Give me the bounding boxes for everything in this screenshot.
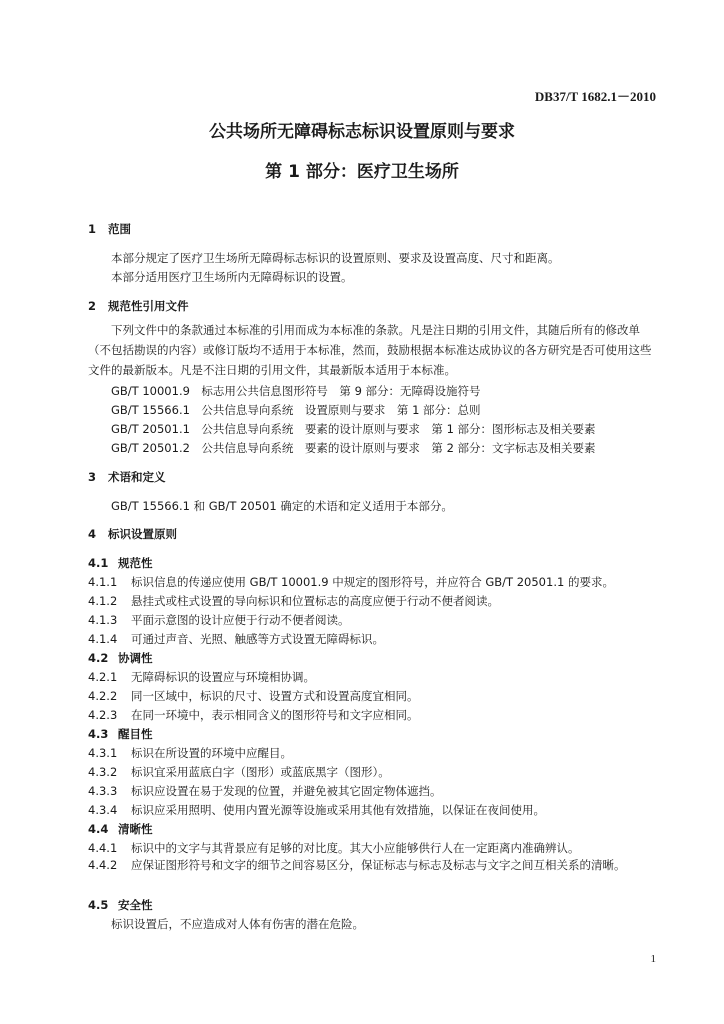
document-subtitle: 第 1 部分：医疗卫生场所: [265, 162, 459, 182]
paragraph: 下列文件中的条款通过本标准的引用而成为本标准的条款。凡是注日期的引用文件，其随后所有的修改单（不包括勘误的内容）或修订版均不适用于本标准，然而，鼓励根据本标准达成协议的各方研究是否可使用这些文件的最新版本。凡是不注日期的引用文件，其最新版本适用于本标准。: [88, 323, 652, 377]
clause-text: 应保证图形符号和文字的细节之间容易区分，保证标志与标志及标志与文字之间互相关系的清晰。: [131, 858, 626, 872]
reference-item: GB/T 20501.1 公共信息导向系统 要素的设计原则与要求 第 1 部分：图形标志及相关要素: [111, 422, 596, 436]
document-title: 公共场所无障碍标志标识设置原则与要求: [209, 122, 515, 142]
reference-item: GB/T 10001.9 标志用公共信息图形符号 第 9 部分：无障碍设施符号: [111, 384, 481, 398]
clause-number: 4.4.2: [88, 858, 118, 872]
clause: [88, 574, 614, 590]
clause-text: 标识宜采用蓝底白字（图形）或蓝底黑字（图形）。: [131, 765, 390, 779]
clause-number: 4.1.1: [88, 575, 118, 589]
clause-text: 标识中的文字与其背景应有足够的对比度。其大小应能够供行人在一定距离内准确辨认。: [131, 841, 580, 855]
clause-number: 4.2.2: [88, 689, 118, 703]
section-title: 术语和定义: [108, 470, 166, 484]
clause-number: 4.3.3: [88, 784, 118, 798]
section-heading: [88, 469, 166, 485]
paragraph: 标识设置后，不应造成对人体有伤害的潜在危险。: [111, 917, 364, 931]
clause-number: 4.2.3: [88, 708, 118, 722]
clause: [88, 802, 545, 818]
page-number: 1: [650, 953, 656, 965]
clause: [88, 612, 350, 628]
clause-number: 4.3.1: [88, 746, 118, 760]
reference-item: GB/T 20501.2 公共信息导向系统 要素的设计原则与要求 第 2 部分：文字标志及相关要素: [111, 441, 596, 455]
clause-number: 4.1: [88, 556, 109, 570]
clause-text: 可通过声音、光照、触感等方式设置无障碍标识。: [131, 632, 384, 646]
clause: [88, 855, 658, 875]
clause-title: 醒目性: [118, 727, 153, 741]
clause-number: 4.1.4: [88, 632, 118, 646]
clause-number: 4.2.1: [88, 670, 118, 684]
clause: [88, 688, 419, 704]
standard-code: DB37/T 1682.1－2010: [534, 89, 656, 104]
clause-title: 规范性: [118, 556, 153, 570]
section-title: 范围: [108, 222, 131, 236]
clause-text: 标识在所设置的环境中应醒目。: [131, 746, 292, 760]
clause-heading: [88, 897, 153, 913]
section-number: 1: [88, 222, 97, 236]
section-heading: [88, 221, 131, 237]
clause-text: 悬挂式或柱式设置的导向标识和位置标志的高度应便于行动不便者阅读。: [131, 594, 499, 608]
clause-number: 4.4.1: [88, 841, 118, 855]
clause-text: 标识应设置在易于发现的位置，并避免被其它固定物体遮挡。: [131, 784, 442, 798]
clause: [88, 783, 442, 799]
section-title: 规范性引用文件: [108, 299, 189, 313]
clause-text: 平面示意图的设计应便于行动不便者阅读。: [131, 613, 350, 627]
clause: [88, 764, 390, 780]
section-number: 3: [88, 470, 97, 484]
clause-heading: [88, 821, 153, 837]
section-heading: [88, 526, 177, 542]
clause: [88, 631, 384, 647]
clause-heading: [88, 650, 153, 666]
paragraph: 本部分适用医疗卫生场所内无障碍标识的设置。: [111, 270, 353, 284]
paragraph: 本部分规定了医疗卫生场所无障碍标志标识的设置原则、要求及设置高度、尺寸和距离。: [111, 251, 560, 265]
clause-text: 无障碍标识的设置应与环境相协调。: [131, 670, 315, 684]
clause-title: 清晰性: [118, 822, 153, 836]
clause-number: 4.5: [88, 898, 109, 912]
clause-number: 4.2: [88, 651, 109, 665]
section-number: 4: [88, 527, 97, 541]
clause: [88, 745, 292, 761]
clause-number: 4.3: [88, 727, 109, 741]
clause-heading: [88, 726, 153, 742]
paragraph: GB/T 15566.1 和 GB/T 20501 确定的术语和定义适用于本部分。: [111, 499, 453, 513]
clause: [88, 840, 580, 856]
clause-number: 4.1.3: [88, 613, 118, 627]
reference-item: GB/T 15566.1 公共信息导向系统 设置原则与要求 第 1 部分：总则: [111, 403, 481, 417]
section-number: 2: [88, 299, 97, 313]
clause-text: 在同一环境中，表示相同含义的图形符号和文字应相同。: [131, 708, 419, 722]
clause: [88, 669, 315, 685]
clause-number: 4.1.2: [88, 594, 118, 608]
clause: [88, 707, 419, 723]
clause-number: 4.3.2: [88, 765, 118, 779]
clause-heading: [88, 555, 153, 571]
section-title: 标识设置原则: [108, 527, 177, 541]
clause-title: 协调性: [118, 651, 153, 665]
clause-text: 标识信息的传递应使用 GB/T 10001.9 中规定的图形符号，并应符合 GB/T 20501.1 的要求。: [131, 575, 614, 589]
clause: [88, 593, 499, 609]
clause-text: 同一区域中，标识的尺寸、设置方式和设置高度宜相同。: [131, 689, 419, 703]
section-heading: [88, 298, 189, 314]
clause-text: 标识应采用照明、使用内置光源等设施或采用其他有效措施，以保证在夜间使用。: [131, 803, 545, 817]
clause-title: 安全性: [118, 898, 153, 912]
clause-number: 4.4: [88, 822, 109, 836]
clause-number: 4.3.4: [88, 803, 118, 817]
